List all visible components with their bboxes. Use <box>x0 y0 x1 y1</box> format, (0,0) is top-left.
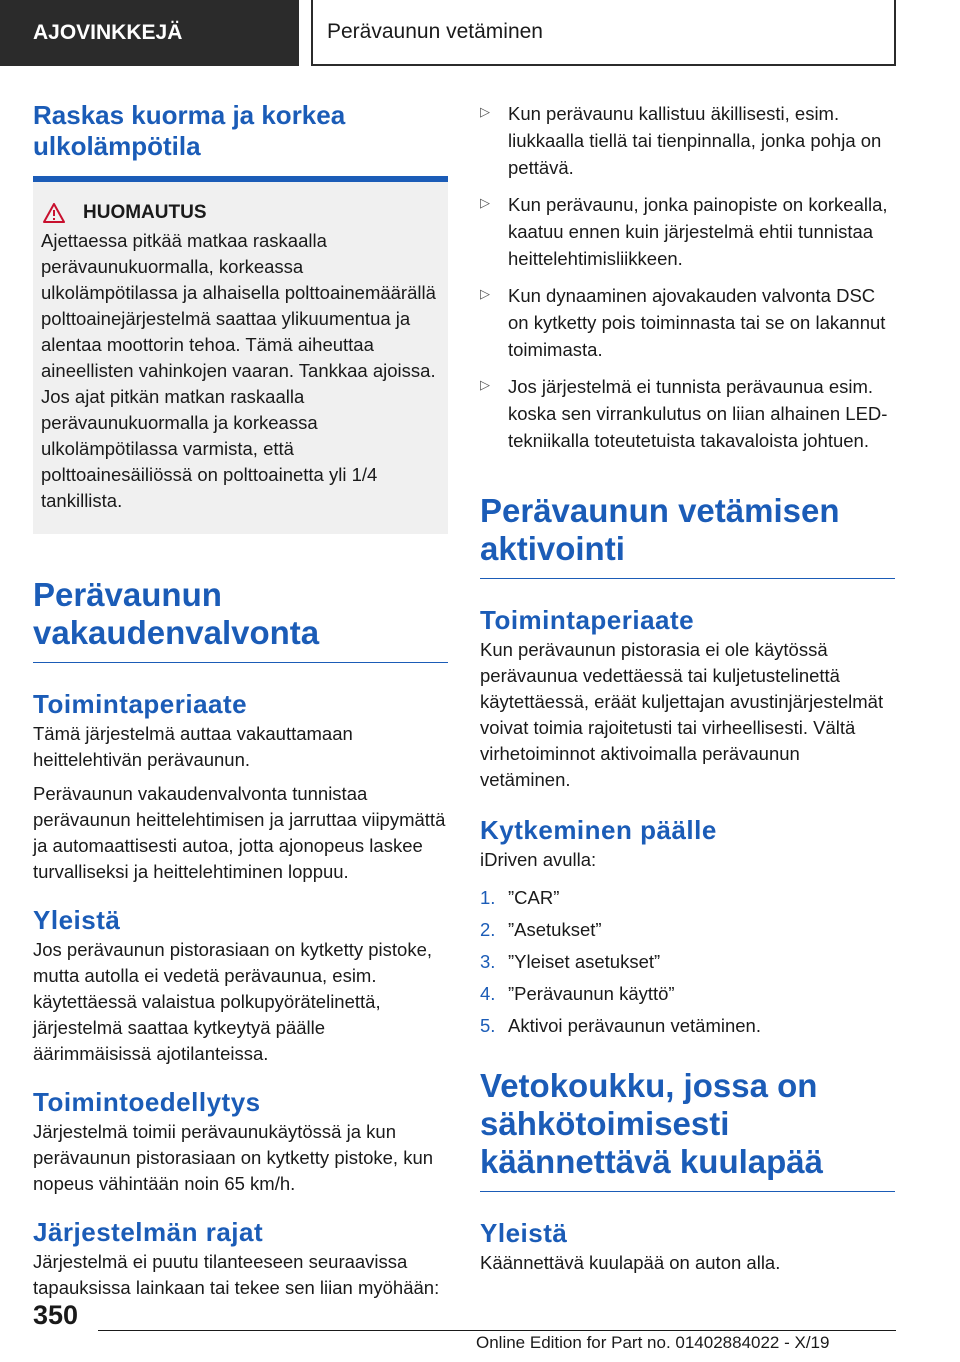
limits-heading: Järjestelmän rajat <box>33 1217 264 1247</box>
list-item <box>480 373 895 454</box>
step-item <box>480 917 895 943</box>
step-number: 5. <box>480 1015 496 1036</box>
step-item <box>480 1013 895 1039</box>
bullet-triangle-icon: ▷ <box>480 104 490 119</box>
footer-divider <box>98 1330 896 1331</box>
page-header <box>0 0 960 66</box>
bullet-text: Kun perävaunu kallistuu äkillisesti, esim. liukkaalla tiellä tai tienpinnalla, jonka pohja on pettävä. <box>508 103 882 178</box>
step-item <box>480 949 895 975</box>
idrive-text: iDriven avulla: <box>480 849 597 870</box>
activation-principle-paragraph: Kun perävaunun pistorasia ei ole käytössä perävaunua vedettäessä tai kuljetustelinettä käytettäessä, eräät kuljettajan avustinjärjestelmät voivat toimia rajoitetusti tai virheellisesti. Vältä virhetoiminnot aktivoimalla perävaunun vetäminen. <box>480 639 884 790</box>
notice-box <box>33 182 448 534</box>
heavy-load-heading: Raskas kuorma ja korkea ulkolämpötila <box>33 100 448 182</box>
notice-text: Ajettaessa pitkää matkaa raskaalla perävaunukuormalla, korkeassa ulkolämpötilassa ja alhaisella polttoainemäärällä polttoainejärjestelmä saattaa ylikuumentua ja alentaa moottorin tehoa. Tämä aiheuttaa aineellisten vahinkojen vaaran. Tankkaa ajoissa. Jos ajat pitkän matkan raskaalla perävaunukuormalla ja korkeassa ulkolämpötilassa varmista, että polttoainesäiliössä on polttoainetta yli 1/4 tankillista. <box>41 230 436 511</box>
step-number: 3. <box>480 951 496 972</box>
general-paragraph: Jos perävaunun pistorasiaan on kytketty pistoke, mutta autolla ei vedetä perävaunua, esim. käytettäessä valaistua polkupyörätelinettä, järjestelmä saattaa kytkeytyä päälle äärimmäisissä ajotilanteissa. <box>33 939 433 1064</box>
bullet-triangle-icon: ▷ <box>480 195 490 210</box>
principle-paragraph-2: Perävaunun vakaudenvalvonta tunnistaa perävaunun heittelehtimisen ja jarruttaa viipymättä ja automaattisesti autoa, jotta ajonopeus laskee turvalliseksi ja heittelehtiminen loppuu. <box>33 783 446 882</box>
activation-principle-heading: Toimintaperiaate <box>480 605 695 635</box>
stability-heading: Perävaunun vakaudenvalvonta <box>33 576 448 663</box>
step-text: ”CAR” <box>508 887 560 908</box>
hitch-heading: Vetokoukku, jossa on sähkötoimisesti käännettävä kuulapää <box>480 1067 895 1192</box>
condition-heading: Toimintoedellytys <box>33 1087 261 1117</box>
step-item <box>480 981 895 1007</box>
list-item <box>480 282 895 363</box>
list-item <box>480 191 895 272</box>
step-number: 1. <box>480 887 496 908</box>
hitch-general-heading: Yleistä <box>480 1218 568 1248</box>
notice-title: HUOMAUTUS <box>83 202 207 223</box>
step-text: ”Yleiset asetukset” <box>508 951 661 972</box>
step-number: 2. <box>480 919 496 940</box>
hitch-general-paragraph: Käännettävä kuulapää on auton alla. <box>480 1252 781 1273</box>
general-heading: Yleistä <box>33 905 121 935</box>
step-text: ”Perävaunun käyttö” <box>508 983 675 1004</box>
principle-paragraph-1: Tämä järjestelmä auttaa vakauttamaan heittelehtivän perävaunun. <box>33 723 353 770</box>
activation-heading: Perävaunun vetämisen aktivointi <box>480 492 895 579</box>
step-number: 4. <box>480 983 496 1004</box>
step-item <box>480 885 895 911</box>
condition-paragraph: Järjestelmä toimii perävaunukäytössä ja kun perävaunun pistorasiaan on kytketty pistoke, kun nopeus vähintään noin 65 km/h. <box>33 1121 434 1194</box>
step-text: ”Asetukset” <box>508 919 602 940</box>
steps-list <box>480 885 895 1039</box>
switch-on-heading: Kytkeminen päälle <box>480 815 717 845</box>
left-column <box>33 100 448 1301</box>
bullet-triangle-icon: ▷ <box>480 377 490 392</box>
principle-heading: Toimintaperiaate <box>33 689 248 719</box>
edition-note: Online Edition for Part no. 01402884022 - X/19 <box>476 1333 830 1352</box>
chapter-title: Perävaunun vetäminen <box>311 0 896 66</box>
bullet-triangle-icon: ▷ <box>480 286 490 301</box>
notice-header <box>41 202 440 224</box>
bullet-text: Kun dynaaminen ajovakauden valvonta DSC on kytketty pois toiminnasta tai se on lakannut toimimasta. <box>508 285 886 360</box>
step-text: Aktivoi perävaunun vetäminen. <box>508 1015 761 1036</box>
section-tab: AJOVINKKEJÄ <box>0 0 299 66</box>
right-column <box>480 100 895 1276</box>
page-number: 350 <box>33 1300 79 1330</box>
bullet-text: Kun perävaunu, jonka painopiste on korkealla, kaatuu ennen kuin järjestelmä ehtii tunnistaa heittelehtimisliikkeen. <box>508 194 888 269</box>
list-item <box>480 100 895 181</box>
warning-icon <box>43 203 65 223</box>
limits-paragraph: Järjestelmä ei puutu tilanteeseen seuraavissa tapauksissa lainkaan tai tekee sen liian myöhään: <box>33 1251 440 1298</box>
bullet-text: Jos järjestelmä ei tunnista perävaunua esim. koska sen virrankulutus on liian alhainen LED-tekniikalla toteutetuista takavaloista johtuen. <box>508 376 888 451</box>
